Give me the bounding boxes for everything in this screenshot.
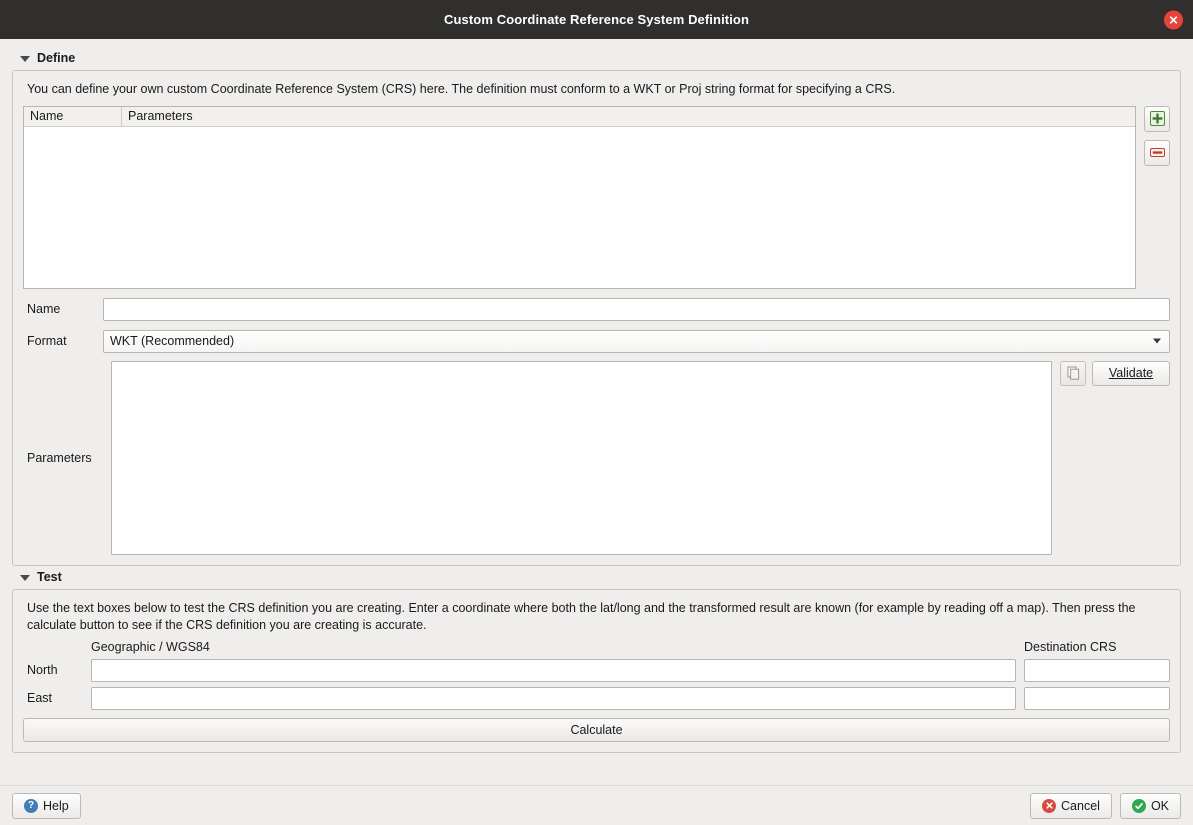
dialog-footer: [0, 785, 1193, 825]
east-row: [23, 687, 1170, 710]
test-description: Use the text boxes below to test the CRS definition you are creating. Enter a coordinate where both the lat/long and the transformed result are known (for example by reading off a map). Then press the calculate button to see if the CRS definition you are creating is accurate.: [27, 600, 1136, 632]
geographic-wgs84-label: Geographic / WGS84: [91, 639, 210, 654]
dialog-title: Custom Coordinate Reference System Definition: [444, 12, 749, 27]
chevron-down-icon: [20, 575, 30, 581]
column-header-parameters: Parameters: [128, 109, 193, 124]
ok-button-label: OK: [1150, 798, 1169, 813]
north-input[interactable]: [91, 659, 1016, 682]
cancel-button-label: Cancel: [1061, 798, 1100, 813]
east-input[interactable]: [91, 687, 1016, 710]
calculate-button[interactable]: [23, 718, 1170, 742]
parameters-actions: [1060, 361, 1170, 386]
name-input[interactable]: [103, 298, 1170, 321]
add-crs-button[interactable]: [1144, 106, 1170, 132]
crs-table-toolbar: [1144, 106, 1170, 166]
test-panel: [12, 589, 1181, 753]
crs-table-header: [24, 107, 1135, 127]
parameters-row: [23, 361, 1170, 555]
help-icon: ?: [24, 799, 38, 813]
chevron-down-icon: [1153, 339, 1161, 344]
help-button[interactable]: [12, 793, 81, 819]
north-label: North: [27, 663, 58, 678]
ok-button[interactable]: [1120, 793, 1181, 819]
parameters-textarea[interactable]: [111, 361, 1052, 555]
help-button-label: Help: [43, 798, 69, 813]
validate-button[interactable]: [1092, 361, 1170, 386]
validate-button-label: Validate: [1108, 366, 1154, 381]
define-group-label: Define: [37, 51, 76, 65]
destination-crs-label: Destination CRS: [1024, 639, 1117, 654]
column-header-name: Name: [24, 107, 122, 126]
format-selected-value: WKT (Recommended): [110, 334, 235, 349]
close-icon[interactable]: [1164, 10, 1183, 29]
calculate-button-label: Calculate: [570, 722, 623, 737]
chevron-down-icon: [20, 56, 30, 62]
north-row: [23, 659, 1170, 682]
check-icon: [1132, 799, 1146, 813]
crs-table[interactable]: [23, 106, 1136, 289]
name-label: Name: [27, 302, 61, 317]
remove-crs-button[interactable]: [1144, 140, 1170, 166]
copy-icon[interactable]: [1060, 361, 1086, 386]
footer-actions: [1030, 793, 1181, 819]
name-row: [23, 298, 1170, 321]
parameters-label: Parameters: [27, 450, 92, 465]
cancel-icon: [1042, 799, 1056, 813]
define-group-header[interactable]: [20, 51, 1181, 65]
east-label: East: [27, 691, 53, 706]
dialog-body: [0, 39, 1193, 785]
format-row: [23, 330, 1170, 353]
define-panel: [12, 70, 1181, 566]
dialog-titlebar: [0, 0, 1193, 39]
test-column-headers: [23, 640, 1170, 654]
crs-table-body[interactable]: [24, 127, 1135, 288]
format-label: Format: [27, 334, 67, 349]
define-description: You can define your own custom Coordinate Reference System (CRS) here. The definition must conform to a WKT or Proj string format for specifying a CRS.: [27, 82, 896, 96]
east-destination-output[interactable]: [1024, 687, 1170, 710]
test-group-header[interactable]: [20, 570, 1181, 584]
define-table-row: [23, 106, 1170, 289]
test-group-label: Test: [37, 569, 62, 584]
north-destination-output[interactable]: [1024, 659, 1170, 682]
format-select[interactable]: [103, 330, 1170, 353]
cancel-button[interactable]: [1030, 793, 1112, 819]
